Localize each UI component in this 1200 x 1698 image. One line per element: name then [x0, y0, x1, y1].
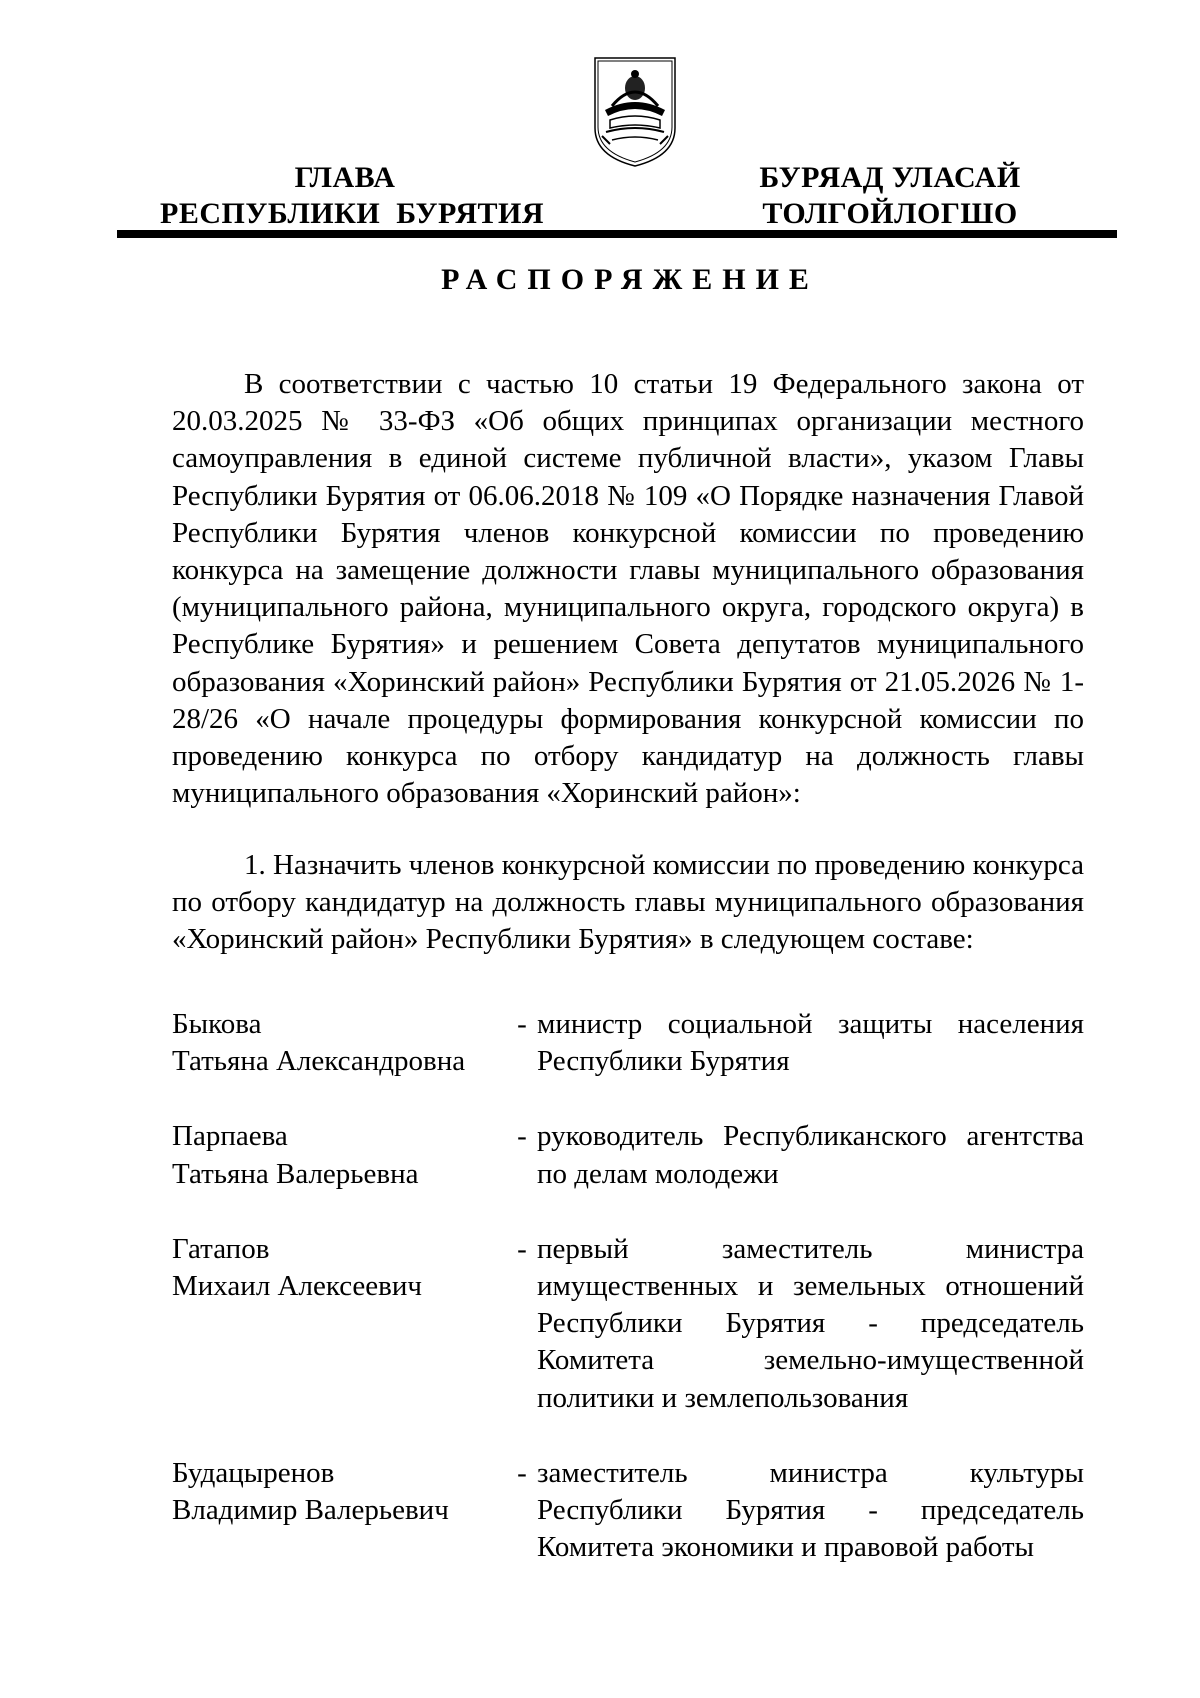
member-given-name: Татьяна Александровна [172, 1045, 466, 1078]
members-list [172, 1006, 1084, 1604]
member-surname: Парпаева [172, 1120, 288, 1153]
member-name [172, 1455, 507, 1567]
member-role: заместитель министра культуры Республики Бурятия - председатель Комитета экономики и правовой работы [537, 1456, 1084, 1564]
coat-of-arms-icon [590, 48, 680, 170]
member-surname: Гатапов [172, 1232, 270, 1265]
member-given-name: Владимир Валерьевич [172, 1494, 449, 1527]
member-dash: - [517, 1232, 527, 1265]
list-item [172, 1231, 1084, 1417]
list-item [172, 1455, 1084, 1567]
member-role: первый заместитель министра имущественных и земельных отношений Республики Бурятия - председатель Комитета земельно-имущественной политики и землепользования [537, 1232, 1084, 1414]
member-surname: Будацыренов [172, 1456, 335, 1489]
header-divider [117, 230, 1117, 238]
list-item [172, 1118, 1084, 1192]
item-paragraph-text: 1. Назначить членов конкурсной комиссии по проведению конкурса по отбору кандидатур на должность главы муниципального образования «Хоринский район» Республики Бурятия» в следующем составе: [172, 849, 1084, 956]
document-title: РАСПОРЯЖЕНИЕ [441, 263, 819, 296]
header-left-line2: РЕСПУБЛИКИ БУРЯТИЯ [160, 197, 545, 230]
member-surname: Быкова [172, 1008, 262, 1040]
header-left [160, 160, 545, 232]
member-name [172, 1231, 507, 1417]
member-role: министр социальной защиты населения Республики Бурятия [537, 1008, 1084, 1078]
member-dash: - [517, 1120, 527, 1153]
header-right [740, 160, 1040, 232]
member-dash: - [517, 1456, 527, 1489]
intro-paragraph [172, 366, 1084, 812]
member-given-name: Татьяна Валерьевна [172, 1157, 419, 1190]
item-paragraph [172, 847, 1084, 959]
header-right-line1: БУРЯАД УЛАСАЙ [759, 161, 1021, 194]
member-given-name: Михаил Алексеевич [172, 1270, 422, 1303]
member-role: руководитель Республиканского агентства по делам молодежи [537, 1120, 1084, 1190]
header-right-line2: ТОЛГОЙЛОГШО [762, 197, 1018, 230]
intro-paragraph-text: В соответствии с частью 10 статьи 19 Федерального закона от 20.03.2025 № 33-ФЗ «Об общих принципах организации местного самоуправления в единой системе публичной власти», указом Главы Республики Бурятия от 06.06.2018 № 109 «О Порядке назначения Главой Республики Бурятия членов конкурсной комиссии по проведению конкурса на замещение должности главы муниципального образования (муниципального района, муниципального округа, городского округа) в Республике Бурятия» и решением Совета депутатов муниципального образования «Хоринский район» Республики Бурятия от 21.05.2026 № 1-28/26 «О начале процедуры формирования конкурсной комиссии по проведению конкурса по отбору кандидатур на должность главы муниципального образования «Хоринский район»: [172, 368, 1084, 810]
member-name [172, 1006, 507, 1080]
list-item [172, 1006, 1084, 1080]
member-dash: - [517, 1008, 527, 1040]
member-name [172, 1118, 507, 1192]
header-left-line1: ГЛАВА [294, 161, 396, 194]
